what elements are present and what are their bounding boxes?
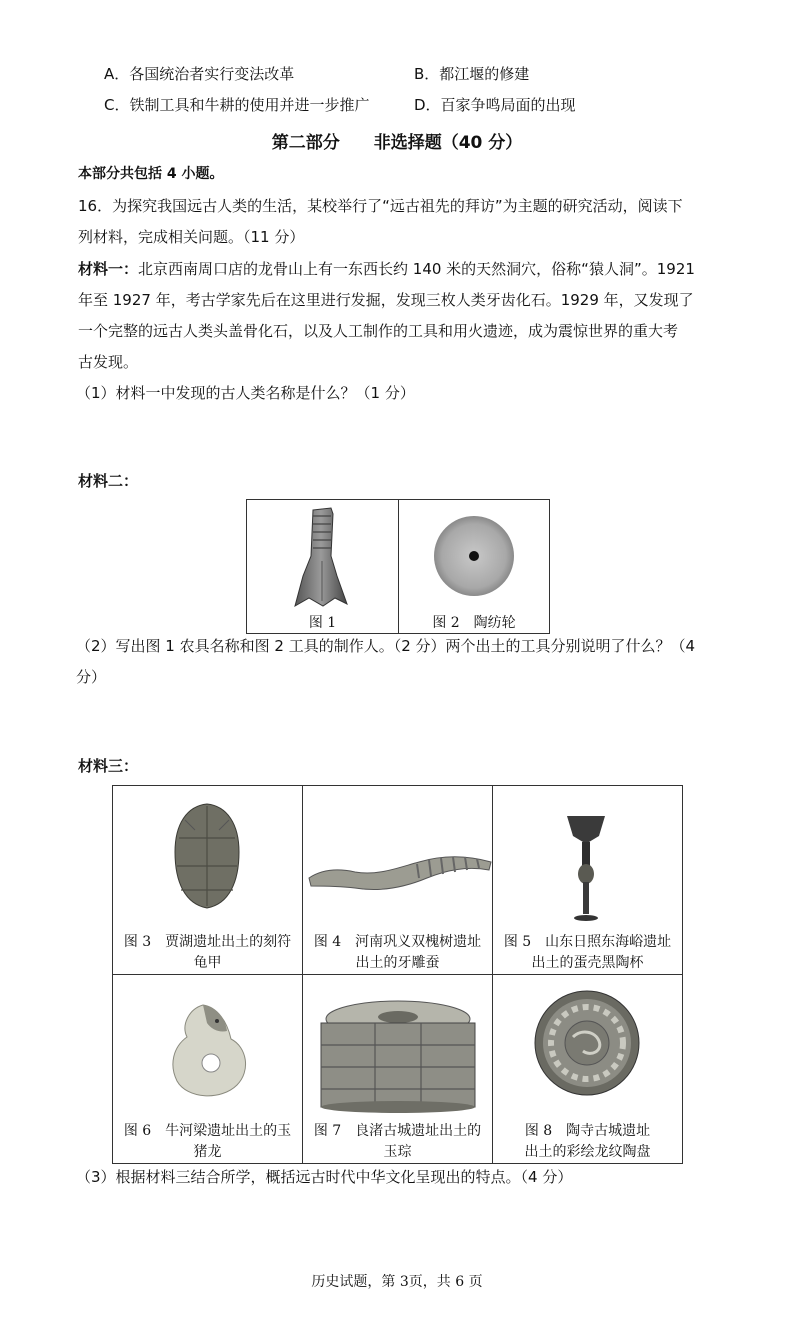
figure-7-caption: 图 7 良渚古城遗址出土的 玉琮 — [313, 1123, 482, 1160]
material-1-line-2: 年至 1927 年，考古学家先后在这里进行发掘，发现三枚人类牙齿化石。1929 年，又发现了 — [78, 291, 694, 309]
painted-dragon-pottery-plate-image — [533, 989, 641, 1097]
section-title: 第二部分 非选择题（40 分） — [271, 133, 523, 153]
figure-1-cell — [247, 500, 399, 634]
material-2-figure-table — [246, 499, 550, 634]
bronze-shovel-image — [287, 506, 357, 612]
figure-6-caption: 图 6 牛河梁遗址出土的玉 猪龙 — [123, 1123, 292, 1160]
figure-8-caption: 图 8 陶寺古城遗址 出土的彩绘龙纹陶盘 — [524, 1123, 651, 1160]
figure-3-caption: 图 3 贾湖遗址出土的刻符 龟甲 — [123, 934, 292, 971]
eggshell-black-pottery-cup-image — [565, 814, 607, 926]
page-footer: 历史试题，第 3页，共 6 页 — [311, 1274, 483, 1290]
option-d: D．百家争鸣局面的出现 — [414, 96, 576, 114]
q16-stem-1: 16．为探究我国远古人类的生活，某校举行了“远古祖先的拜访”为主题的研究活动，阅读下 — [78, 197, 683, 215]
figure-6-cell — [113, 975, 303, 1164]
figure-5-cell — [493, 786, 683, 975]
material-1-line-3: 一个完整的远古人类头盖骨化石，以及人工制作的工具和用火遗迹，成为震惊世界的重大考 — [78, 322, 679, 340]
option-c: C．铁制工具和牛耕的使用并进一步推广 — [104, 96, 370, 114]
tortoise-shell-image — [171, 800, 243, 912]
sub-question-2-line-1: （2）写出图 1 农具名称和图 2 工具的制作人。（2 分）两个出土的工具分别说明了什么？（4 — [76, 637, 696, 655]
q16-stem-2: 列材料，完成相关问题。（11 分） — [78, 228, 305, 246]
figure-5-caption: 图 5 山东日照东海峪遗址 出土的蛋壳黑陶杯 — [503, 934, 672, 971]
figure-7-cell — [303, 975, 493, 1164]
jade-pig-dragon-image — [167, 1001, 249, 1101]
option-b: B．都江堰的修建 — [414, 65, 530, 83]
jade-cong-image — [315, 997, 481, 1117]
figure-3-cell — [113, 786, 303, 975]
figure-4-cell — [303, 786, 493, 975]
figure-2-caption: 图 2 陶纺轮 — [432, 615, 516, 631]
material-3-label: 材料三： — [78, 757, 139, 775]
material-2-label: 材料二： — [78, 472, 139, 490]
figure-8-cell — [493, 975, 683, 1164]
figure-1-caption: 图 1 — [308, 615, 337, 631]
ivory-silkworm-image — [307, 848, 493, 898]
clay-spindle-whorl-image — [432, 514, 516, 598]
section-intro: 本部分共包括 4 小题。 — [78, 166, 224, 182]
figure-4-caption: 图 4 河南巩义双槐树遗址 出土的牙雕蚕 — [313, 934, 482, 971]
material-3-figure-table — [112, 785, 683, 1164]
material-1-line-1: 材料一：北京西南周口店的龙骨山上有一东西长约 140 米的天然洞穴，俗称“猿人洞”。1921 — [78, 260, 695, 278]
figure-2-cell — [399, 500, 550, 634]
sub-question-2-line-2: 分） — [76, 668, 107, 686]
option-a: A．各国统治者实行变法改革 — [104, 65, 295, 83]
sub-question-3: （3）根据材料三结合所学，概括远古时代中华文化呈现出的特点。（4 分） — [76, 1168, 573, 1186]
sub-question-1: （1）材料一中发现的古人类名称是什么？（1 分） — [76, 384, 415, 402]
material-1-line-4: 古发现。 — [78, 353, 139, 371]
material-1-label: 材料一： — [78, 260, 139, 278]
